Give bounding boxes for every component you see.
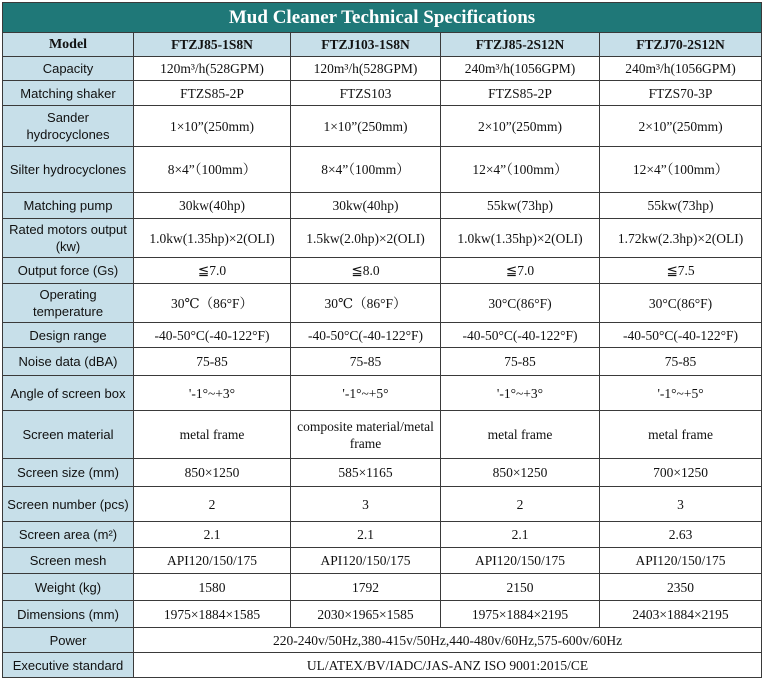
row-value: 75-85	[600, 348, 762, 376]
row-value: 1975×1884×2195	[441, 601, 600, 628]
row-label: Capacity	[3, 57, 134, 81]
row-label: Sander hydrocyclones	[3, 106, 134, 147]
row-value: ≦7.0	[134, 258, 291, 284]
row-label: Screen size (mm)	[3, 459, 134, 487]
row-label: Silter hydrocyclones	[3, 147, 134, 193]
row-value: ≦7.0	[441, 258, 600, 284]
row-value: 1.0kw(1.35hp)×2(OLI)	[134, 219, 291, 258]
row-value: -40-50°C(-40-122°F)	[600, 323, 762, 348]
row-label: Output force (Gs)	[3, 258, 134, 284]
table-row	[3, 574, 762, 601]
row-value: 850×1250	[134, 459, 291, 487]
executive-standard-label: Executive standard	[3, 653, 134, 678]
row-value: 55kw(73hp)	[600, 193, 762, 219]
row-label: Matching pump	[3, 193, 134, 219]
row-value: 1580	[134, 574, 291, 601]
table-row	[3, 193, 762, 219]
row-label: Dimensions (mm)	[3, 601, 134, 628]
model-header-4: FTZJ70-2S12N	[600, 33, 762, 57]
row-value: 2030×1965×1585	[291, 601, 441, 628]
row-value: ≦7.5	[600, 258, 762, 284]
row-value: 700×1250	[600, 459, 762, 487]
table-row	[3, 487, 762, 522]
row-value: '-1°~+3°	[134, 376, 291, 411]
table-row	[3, 219, 762, 258]
row-value: '-1°~+5°	[600, 376, 762, 411]
row-value: -40-50°C(-40-122°F)	[134, 323, 291, 348]
row-value: 12×4”（100mm）	[441, 147, 600, 193]
row-label: Weight (kg)	[3, 574, 134, 601]
row-value: FTZS103	[291, 81, 441, 106]
row-value: 2350	[600, 574, 762, 601]
row-value: API120/150/175	[441, 548, 600, 574]
row-value: API120/150/175	[291, 548, 441, 574]
row-value: 55kw(73hp)	[441, 193, 600, 219]
row-value: 30°C(86°F)	[600, 284, 762, 323]
row-value: API120/150/175	[134, 548, 291, 574]
row-value: 1×10”(250mm)	[134, 106, 291, 147]
row-value: 585×1165	[291, 459, 441, 487]
table-row	[3, 601, 762, 628]
row-label: Rated motors output (kw)	[3, 219, 134, 258]
row-value: 2.1	[134, 522, 291, 548]
model-header-label: Model	[3, 33, 134, 57]
row-label: Matching shaker	[3, 81, 134, 106]
row-value: 30°C(86°F)	[441, 284, 600, 323]
row-value: 1×10”(250mm)	[291, 106, 441, 147]
row-value: 8×4”（100mm）	[134, 147, 291, 193]
row-value: FTZS70-3P	[600, 81, 762, 106]
row-value: 2	[134, 487, 291, 522]
spec-rows	[3, 57, 762, 628]
row-value: 30kw(40hp)	[291, 193, 441, 219]
row-value: API120/150/175	[600, 548, 762, 574]
table-title: Mud Cleaner Technical Specifications	[3, 3, 762, 33]
row-value: metal frame	[134, 411, 291, 459]
row-label: Screen number (pcs)	[3, 487, 134, 522]
row-value: 120m³/h(528GPM)	[134, 57, 291, 81]
row-value: 1.5kw(2.0hp)×2(OLI)	[291, 219, 441, 258]
table-row	[3, 376, 762, 411]
table-row	[3, 81, 762, 106]
row-value: 30kw(40hp)	[134, 193, 291, 219]
model-header-2: FTZJ103-1S8N	[291, 33, 441, 57]
table-row	[3, 459, 762, 487]
row-value: 3	[600, 487, 762, 522]
row-value: 850×1250	[441, 459, 600, 487]
row-value: metal frame	[441, 411, 600, 459]
row-value: 2150	[441, 574, 600, 601]
row-value: 30℃（86°F）	[291, 284, 441, 323]
row-label: Screen mesh	[3, 548, 134, 574]
table-row	[3, 106, 762, 147]
table-row	[3, 147, 762, 193]
row-value: 75-85	[441, 348, 600, 376]
table-row	[3, 348, 762, 376]
row-value: '-1°~+5°	[291, 376, 441, 411]
row-value: 2	[441, 487, 600, 522]
row-label: Screen area (m²)	[3, 522, 134, 548]
row-value: composite material/metal frame	[291, 411, 441, 459]
row-value: 240m³/h(1056GPM)	[600, 57, 762, 81]
row-label: Angle of screen box	[3, 376, 134, 411]
row-value: 1792	[291, 574, 441, 601]
row-value: 3	[291, 487, 441, 522]
table-row	[3, 522, 762, 548]
model-header-3: FTZJ85-2S12N	[441, 33, 600, 57]
row-value: 8×4”（100mm）	[291, 147, 441, 193]
executive-standard-value: UL/ATEX/BV/IADC/JAS-ANZ ISO 9001:2015/CE	[134, 653, 762, 678]
row-value: -40-50°C(-40-122°F)	[291, 323, 441, 348]
row-label: Screen material	[3, 411, 134, 459]
table-row	[3, 57, 762, 81]
table-row	[3, 323, 762, 348]
row-value: -40-50°C(-40-122°F)	[441, 323, 600, 348]
row-value: 1.0kw(1.35hp)×2(OLI)	[441, 219, 600, 258]
table-row	[3, 411, 762, 459]
row-value: 2.1	[291, 522, 441, 548]
row-value: 2.1	[441, 522, 600, 548]
model-header-1: FTZJ85-1S8N	[134, 33, 291, 57]
row-value: ≦8.0	[291, 258, 441, 284]
row-value: 120m³/h(528GPM)	[291, 57, 441, 81]
row-value: 240m³/h(1056GPM)	[441, 57, 600, 81]
row-label: Operating temperature	[3, 284, 134, 323]
row-value: 12×4”（100mm）	[600, 147, 762, 193]
row-value: 2403×1884×2195	[600, 601, 762, 628]
row-value: 1975×1884×1585	[134, 601, 291, 628]
row-value: 2.63	[600, 522, 762, 548]
row-value: 30℃（86°F）	[134, 284, 291, 323]
power-label: Power	[3, 628, 134, 653]
row-value: '-1°~+3°	[441, 376, 600, 411]
row-value: 75-85	[134, 348, 291, 376]
row-label: Noise data (dBA)	[3, 348, 134, 376]
row-value: 75-85	[291, 348, 441, 376]
row-value: FTZS85-2P	[441, 81, 600, 106]
row-value: metal frame	[600, 411, 762, 459]
table-row	[3, 548, 762, 574]
row-value: 2×10”(250mm)	[600, 106, 762, 147]
table-row	[3, 284, 762, 323]
row-value: FTZS85-2P	[134, 81, 291, 106]
row-value: 2×10”(250mm)	[441, 106, 600, 147]
row-value: 1.72kw(2.3hp)×2(OLI)	[600, 219, 762, 258]
table-row	[3, 258, 762, 284]
spec-table	[2, 2, 762, 678]
power-value: 220-240v/50Hz,380-415v/50Hz,440-480v/60Hz,575-600v/60Hz	[134, 628, 762, 653]
row-label: Design range	[3, 323, 134, 348]
